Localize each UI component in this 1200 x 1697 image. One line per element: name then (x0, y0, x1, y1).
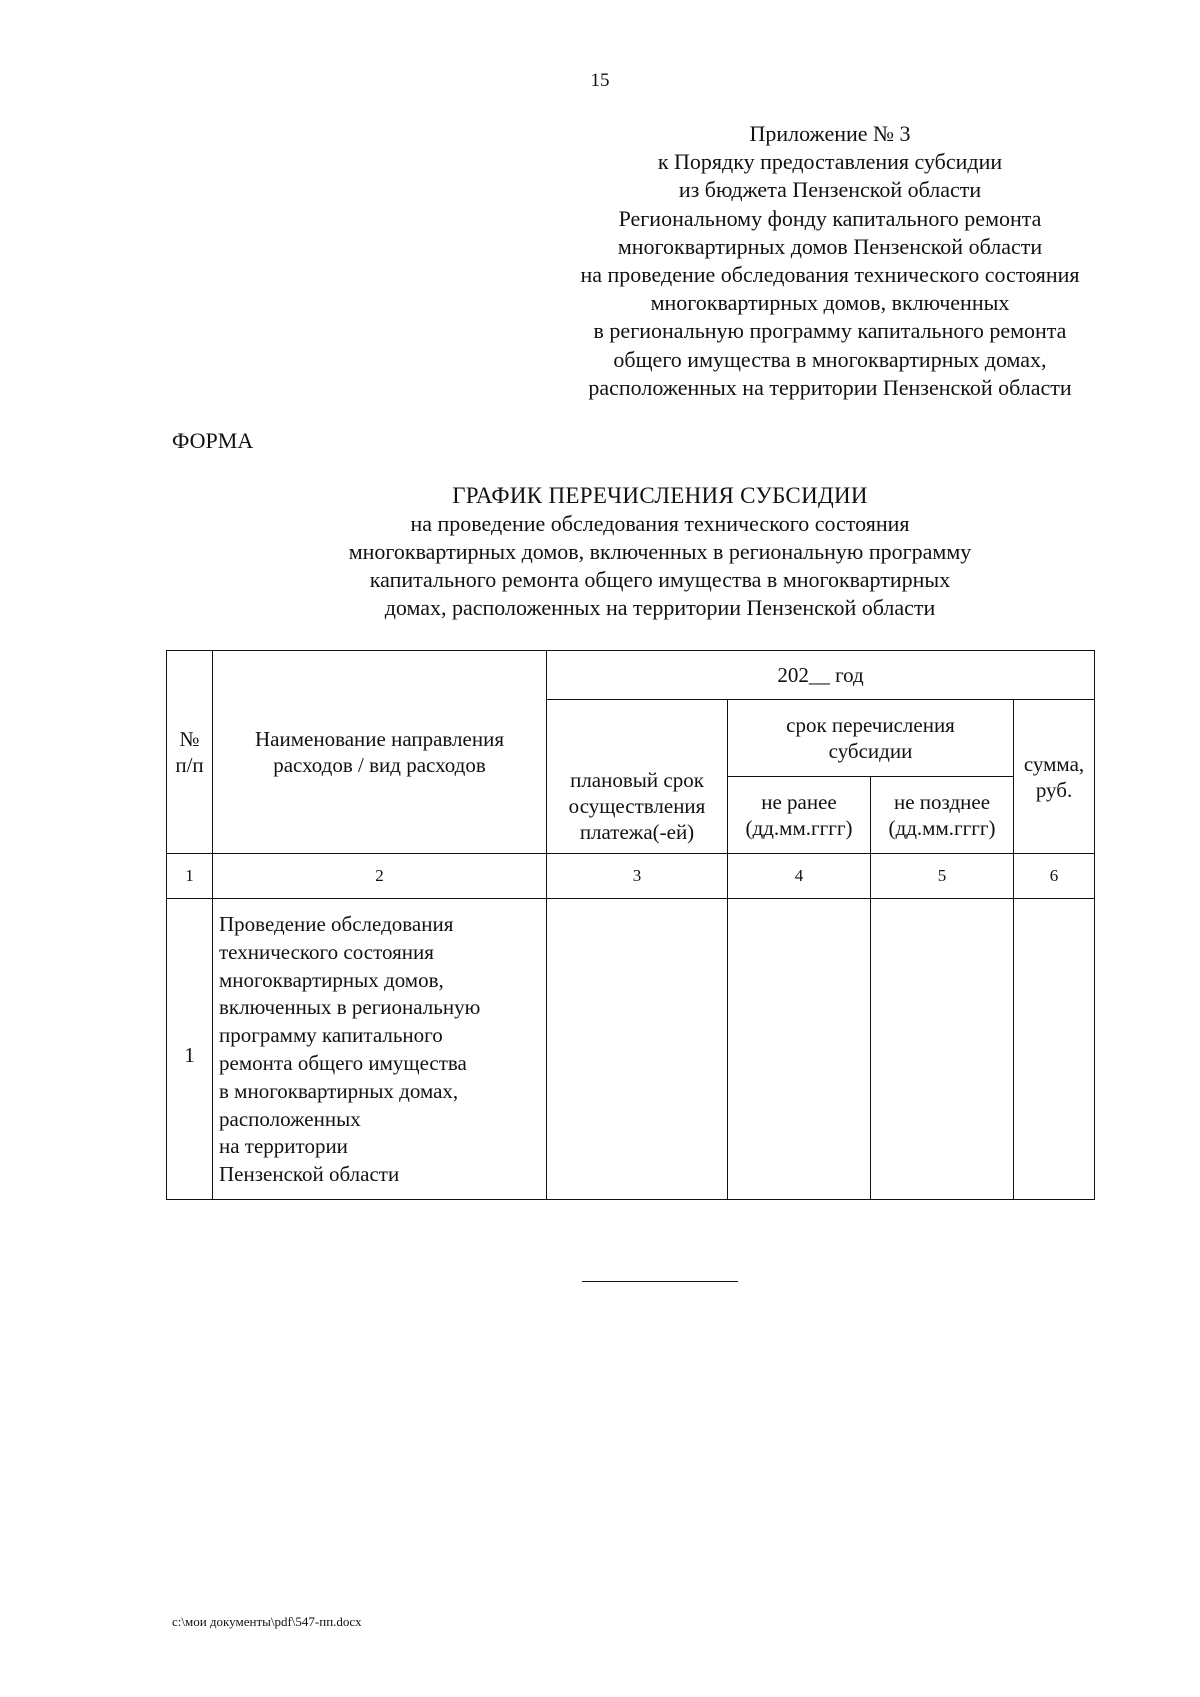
row-item-line: Проведение обследования (219, 912, 454, 936)
appendix-line: к Порядку предоставления субсидии (657, 149, 1003, 175)
header-planned (547, 700, 728, 854)
row-number: 1 (167, 899, 213, 1200)
row-item-line: включенных в региональную (219, 995, 481, 1020)
appendix-line: многоквартирных домов, включенных (650, 290, 1010, 316)
header-sum-line: сумма, (1023, 751, 1085, 776)
appendix-line: многоквартирных домов Пензенской области (617, 233, 1043, 259)
appendix-line: Приложение № 3 (749, 121, 911, 146)
column-number: 5 (871, 854, 1014, 899)
row-not-earlier-cell[interactable] (728, 899, 871, 1200)
column-number: 6 (1014, 854, 1095, 899)
column-number: 2 (213, 854, 547, 899)
column-number: 4 (728, 854, 871, 899)
appendix-line: общего имущества в многоквартирных домах, (613, 346, 1047, 372)
footer-file-path: c:\мои документы\pdf\547-пп.docx (172, 1614, 362, 1629)
appendix-line: из бюджета Пензенской области (678, 177, 982, 203)
header-term-line: субсидии (828, 739, 913, 763)
appendix-line: Региональному фонду капитального ремонта (618, 205, 1042, 231)
header-item-line: Наименование направления (255, 727, 504, 751)
row-not-later-cell[interactable] (871, 899, 1014, 1200)
header-sum-line: руб. (1035, 777, 1073, 802)
appendix-line: на проведение обследования технического состояния (580, 262, 1080, 288)
title-subtitle-line: на проведение обследования технического состояния (410, 511, 910, 536)
form-label: ФОРМА (172, 428, 254, 453)
appendix-line: расположенных на территории Пензенской области (588, 374, 1072, 400)
header-not-earlier (728, 777, 871, 854)
column-number: 3 (547, 854, 728, 899)
closing-divider-line (582, 1281, 738, 1282)
header-num-line: п/п (175, 753, 204, 777)
row-item-line: программу капитального (219, 1023, 443, 1048)
row-item-line: в многоквартирных домах, (219, 1078, 459, 1103)
row-item-line: Пензенской области (219, 1162, 400, 1187)
header-not-later-line: (дд.мм.гггг) (888, 816, 996, 840)
row-item-line: ремонта общего имущества (219, 1050, 467, 1075)
row-item-line: многоквартирных домов, (219, 967, 444, 992)
header-item-line: расходов / вид расходов (273, 753, 486, 777)
page-number: 15 (590, 70, 610, 91)
table-row (167, 899, 1095, 1200)
header-planned-line: осуществления (568, 794, 706, 818)
row-item-description (213, 899, 547, 1200)
header-term-line: срок перечисления (786, 713, 955, 737)
header-item (213, 651, 547, 854)
header-year: 202__ год (547, 651, 1095, 700)
row-item-line: технического состояния (219, 939, 434, 964)
header-sum (1014, 700, 1095, 854)
row-planned-cell[interactable] (547, 899, 728, 1200)
header-transfer-term (728, 700, 1014, 777)
header-not-earlier-line: не ранее (761, 790, 837, 814)
header-row-year (167, 651, 1095, 700)
document-title (150, 482, 1170, 622)
header-num (167, 651, 213, 854)
header-planned-line: плановый срок (570, 768, 704, 792)
appendix-block (560, 120, 1100, 402)
row-item-line: на территории (219, 1134, 348, 1159)
title-subtitle-line: домах, расположенных на территории Пензенской области (384, 595, 936, 620)
header-not-earlier-line: (дд.мм.гггг) (745, 816, 853, 840)
header-not-later (871, 777, 1014, 854)
appendix-line: в региональную программу капитального ремонта (593, 318, 1067, 344)
header-planned-line: платежа(-ей) (579, 820, 695, 844)
row-sum-cell[interactable] (1014, 899, 1095, 1200)
title-subtitle-line: многоквартирных домов, включенных в региональную программу (348, 539, 972, 564)
title-subtitle-line: капитального ремонта общего имущества в многоквартирных (369, 567, 951, 592)
header-num-line: № (179, 727, 200, 751)
column-number-row (167, 854, 1095, 899)
column-number: 1 (167, 854, 213, 899)
title-heading: ГРАФИК ПЕРЕЧИСЛЕНИЯ СУБСИДИИ (452, 483, 868, 508)
subsidy-schedule-table (166, 650, 1095, 1200)
row-item-line: расположенных (219, 1106, 361, 1131)
header-not-later-line: не позднее (893, 790, 991, 814)
